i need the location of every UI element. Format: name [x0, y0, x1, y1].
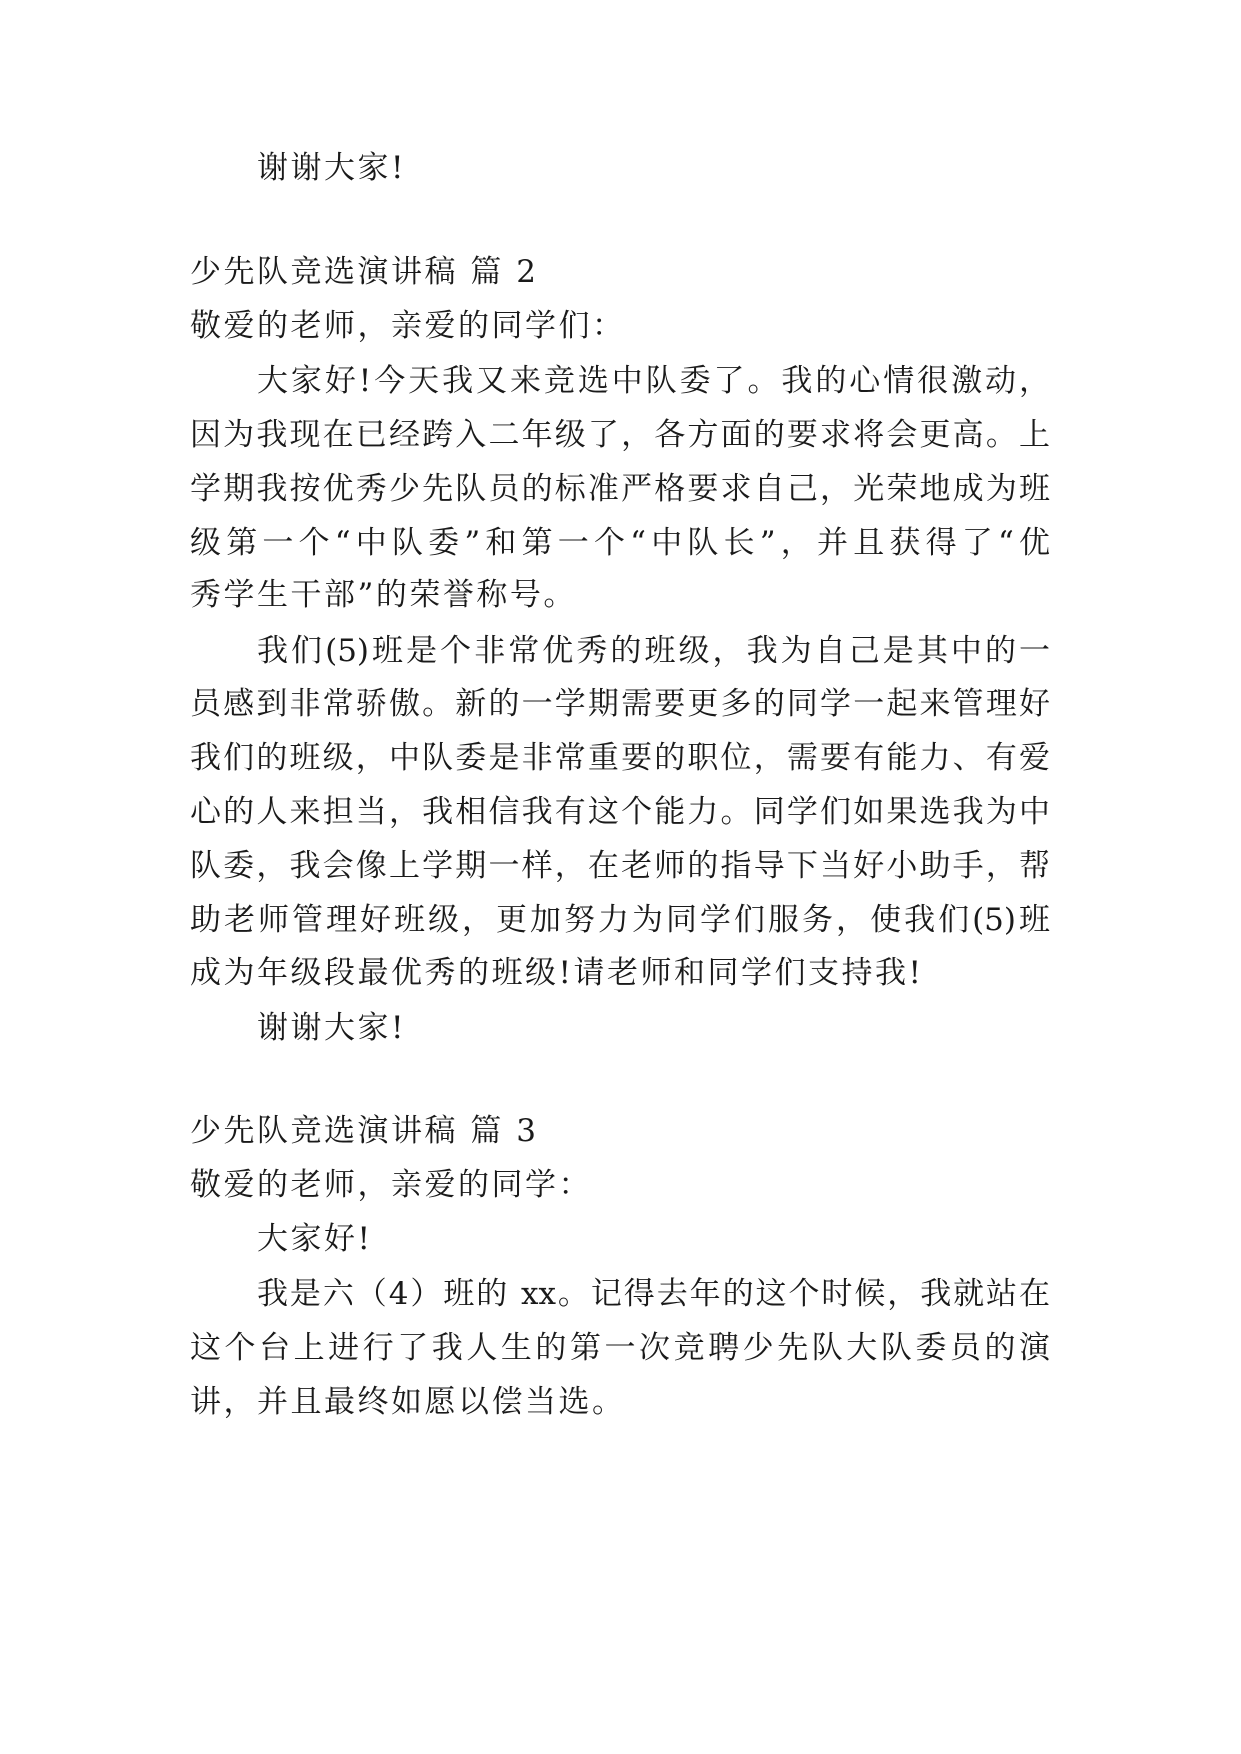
paragraph-line: 这个台上进行了我人生的第一次竞聘少先队大队委员的演: [190, 1330, 1050, 1366]
paragraph-line: 成为年级段最优秀的班级!请老师和同学们支持我!: [190, 955, 924, 991]
closing-line: 谢谢大家!: [257, 1010, 406, 1046]
paragraph-line: 我们的班级，中队委是非常重要的职位，需要有能力、有爱: [190, 740, 1050, 776]
closing-line: 谢谢大家!: [257, 150, 406, 186]
paragraph-line: 队委，我会像上学期一样，在老师的指导下当好小助手，帮: [190, 848, 1050, 884]
section-heading: 少先队竞选演讲稿 篇 3: [190, 1113, 539, 1149]
paragraph-line: 级第一个“中队委”和第一个“中队长”，并且获得了“优: [190, 525, 1050, 561]
paragraph-line: 我们(5)班是个非常优秀的班级，我为自己是其中的一: [257, 633, 1050, 669]
salutation-line: 敬爱的老师，亲爱的同学们：: [190, 308, 626, 344]
paragraph-line: 因为我现在已经跨入二年级了，各方面的要求将会更高。上: [190, 417, 1050, 453]
paragraph-line: 大家好!今天我又来竞选中队委了。我的心情很激动，: [257, 363, 1050, 399]
paragraph-line: 助老师管理好班级，更加努力为同学们服务，使我们(5)班: [190, 902, 1050, 938]
paragraph-line: 讲，并且最终如愿以偿当选。: [190, 1384, 626, 1420]
paragraph-line: 学期我按优秀少先队员的标准严格要求自己，光荣地成为班: [190, 471, 1050, 507]
section-heading: 少先队竞选演讲稿 篇 2: [190, 254, 539, 290]
salutation-line: 敬爱的老师，亲爱的同学：: [190, 1167, 592, 1203]
greeting-line: 大家好!: [257, 1221, 373, 1257]
paragraph-line: 我是六（4）班的 xx。记得去年的这个时候，我就站在: [257, 1276, 1050, 1312]
paragraph-line: 员感到非常骄傲。新的一学期需要更多的同学一起来管理好: [190, 686, 1050, 722]
paragraph-line: 心的人来担当，我相信我有这个能力。同学们如果选我为中: [190, 794, 1050, 830]
paragraph-line: 秀学生干部”的荣誉称号。: [190, 577, 577, 613]
